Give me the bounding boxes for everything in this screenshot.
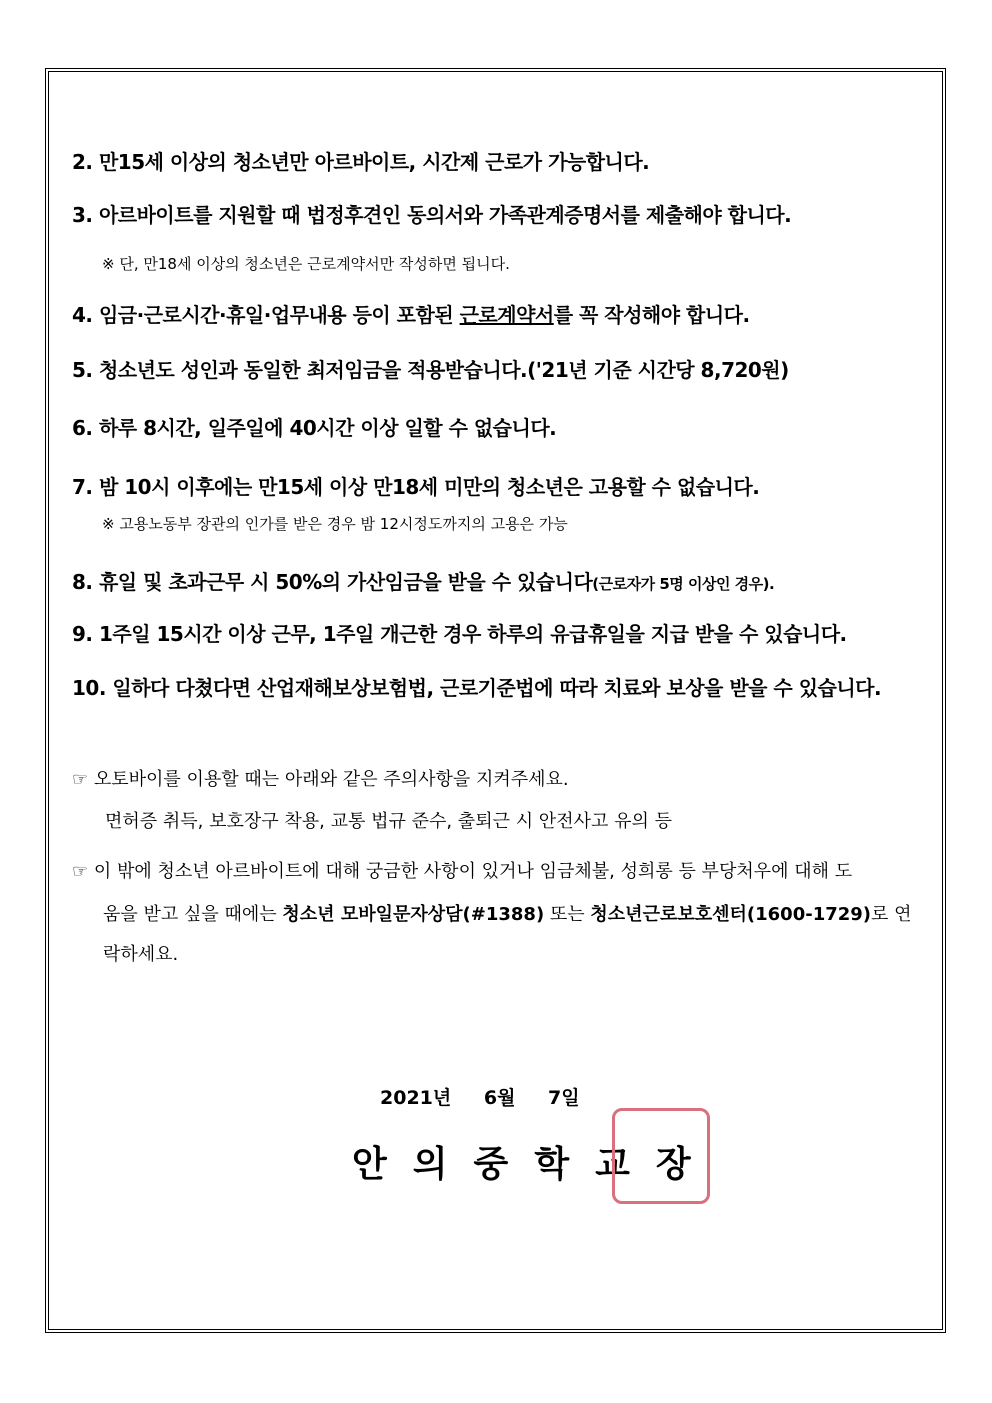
contract-term: 근로계약서 — [459, 303, 554, 327]
help-line-1 — [72, 857, 852, 883]
help-line-2 — [103, 900, 912, 926]
item-5: 5. 청소년도 성인과 동일한 최저임금을 적용받습니다.('21년 기준 시간당 8,720원) — [72, 358, 789, 382]
item-8-text: 8. 휴일 및 초과근무 시 50%의 가산임금을 받을 수 있습니다 — [72, 570, 593, 594]
item-2: 2. 만15세 이상의 청소년만 아르바이트, 시간제 근로가 가능합니다. — [72, 150, 650, 174]
item-8 — [72, 566, 774, 595]
moto-text: 오토바이를 이용할 때는 아래와 같은 주의사항을 지켜주세요. — [93, 769, 569, 790]
help-or: 또는 — [544, 904, 591, 925]
item-3-note: ※ 단, 만18세 이상의 청소년은 근로계약서만 작성하면 됩니다. — [102, 255, 510, 273]
item-4-text: 4. 임금·근로시간·휴일·업무내용 등이 포함된 — [72, 303, 460, 327]
help-text-2: 움을 받고 싶을 때에는 — [103, 904, 283, 925]
moto-notice — [72, 765, 569, 791]
item-4-end: 를 꼭 작성해야 합니다. — [553, 303, 750, 327]
item-8-condition: (근로자가 5명 이상인 경우). — [592, 575, 775, 593]
moto-detail: 면허증 취득, 보호장구 착용, 교통 법규 준수, 출퇴근 시 안전사고 유의 등 — [105, 811, 672, 832]
help-end: 로 연 — [871, 904, 912, 925]
help-line-3: 락하세요. — [103, 944, 179, 965]
document-date: 2021년 6월 7일 — [380, 1087, 580, 1109]
labor-protection-center: 청소년근로보호센터(1600-1729) — [590, 904, 872, 925]
item-7-note: ※ 고용노동부 장관의 인가를 받은 경우 밤 12시정도까지의 고용은 가능 — [102, 515, 568, 533]
pointing-hand-icon: ☞ — [72, 861, 89, 882]
signer: 안의중학교장 — [352, 1144, 717, 1185]
item-6: 6. 하루 8시간, 일주일에 40시간 이상 일할 수 없습니다. — [72, 416, 557, 440]
item-10: 10. 일하다 다쳤다면 산업재해보상보험법, 근로기준법에 따라 치료와 보상을 받을 수 있습니다. — [72, 676, 882, 700]
item-7: 7. 밤 10시 이후에는 만15세 이상 만18세 미만의 청소년은 고용할 수 없습니다. — [72, 475, 760, 499]
mobile-counseling: 청소년 모바일문자상담(#1388) — [282, 904, 545, 925]
pointing-hand-icon: ☞ — [72, 769, 89, 790]
item-4 — [72, 299, 750, 328]
help-text-1: 이 밖에 청소년 아르바이트에 대해 궁금한 사항이 있거나 임금체불, 성희롱 등 부당처우에 대해 도 — [93, 861, 853, 882]
item-3: 3. 아르바이트를 지원할 때 법정후견인 동의서와 가족관계증명서를 제출해야 합니다. — [72, 203, 792, 227]
official-seal — [612, 1108, 710, 1204]
item-9: 9. 1주일 15시간 이상 근무, 1주일 개근한 경우 하루의 유급휴일을 지급 받을 수 있습니다. — [72, 622, 847, 646]
